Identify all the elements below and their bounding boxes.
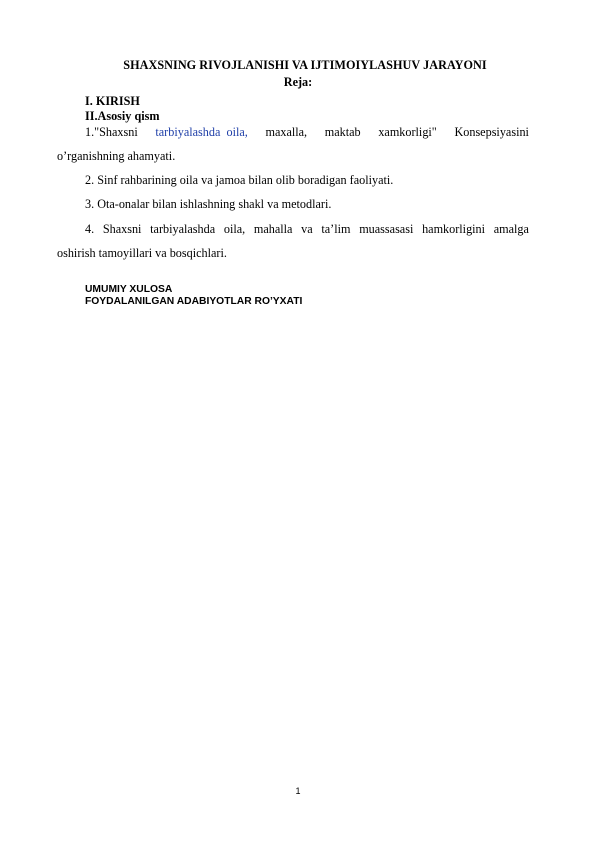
plan-item-4-line-2: oshirish tamoyillari va bosqichlari.: [57, 246, 227, 260]
plan-item-1-line-1: [85, 125, 529, 140]
plan-item-4-word: hamkorligini: [422, 222, 486, 236]
plan-item-1-word: maxalla,: [265, 125, 308, 139]
section-introduction: I. KIRISH: [85, 94, 140, 108]
link-word-oila[interactable]: oila,: [226, 125, 248, 139]
plan-item-4-line-1: [85, 222, 529, 237]
plan-heading: Reja:: [283, 75, 313, 89]
plan-item-1-link[interactable]: [155, 125, 247, 140]
section-main-part: II.Asosiy qism: [85, 109, 160, 123]
plan-item-3: 3. Ota-onalar bilan ishlashning shakl va metodlari.: [85, 197, 332, 211]
plan-item-1-word: Konsepsiyasini: [454, 125, 529, 139]
plan-item-1-word: 1."Shaxsni: [85, 125, 138, 139]
plan-item-4-word: ta’lim: [321, 222, 351, 236]
plan-item-4-word: va: [301, 222, 313, 236]
plan-item-1-line-2: o’rganishning ahamyati.: [57, 149, 176, 163]
plan-item-4-word: tarbiyalashda: [150, 222, 216, 236]
section-conclusion: UMUMIY XULOSA: [85, 284, 173, 295]
plan-item-1-word: xamkorligi": [378, 125, 437, 139]
page-number: 1: [295, 786, 301, 796]
plan-item-4-word: amalga: [493, 222, 529, 236]
document-title: SHAXSNING RIVOJLANISHI VA IJTIMOIYLASHUV JARAYONI: [123, 58, 487, 72]
plan-item-4-word: oila,: [223, 222, 246, 236]
plan-item-4-word: muassasasi: [359, 222, 414, 236]
plan-item-4-word: mahalla: [253, 222, 293, 236]
plan-item-2: 2. Sinf rahbarining oila va jamoa bilan olib boradigan faoliyati.: [85, 173, 394, 187]
plan-item-4-word: 4.: [85, 222, 95, 236]
link-word-tarbiyalashda[interactable]: tarbiyalashda: [155, 125, 221, 139]
section-references: FOYDALANILGAN ADABIYOTLAR RO’YXATI: [85, 296, 303, 307]
plan-item-1-word: maktab: [324, 125, 361, 139]
plan-item-4-word: Shaxsni: [102, 222, 142, 236]
